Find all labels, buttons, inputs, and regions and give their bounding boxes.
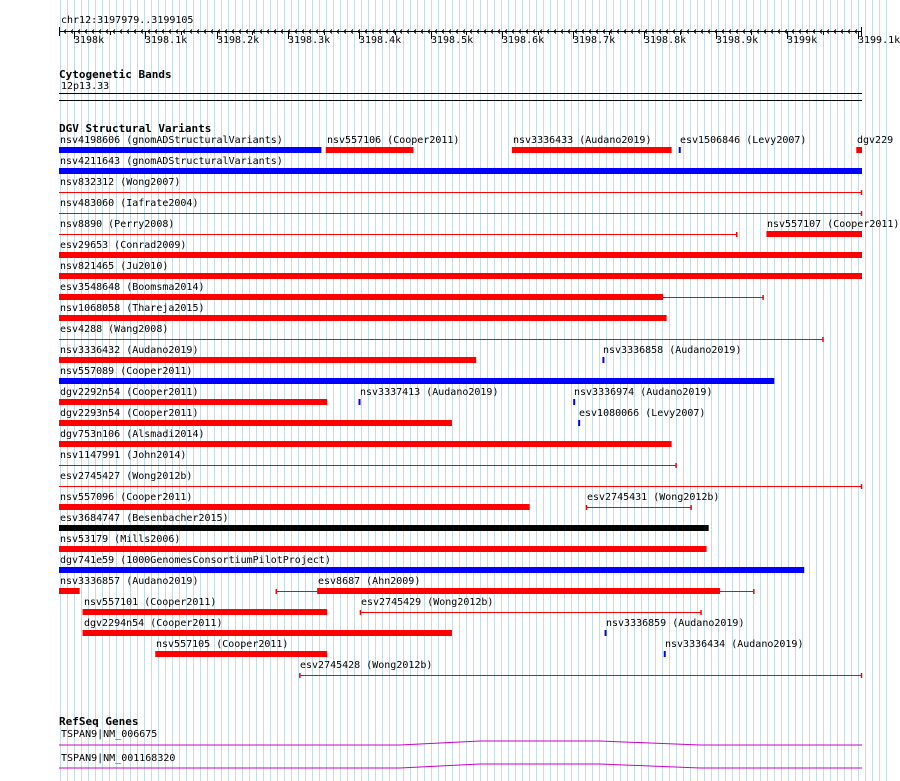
refseq-gene-label[interactable]: TSPAN9|NM_001168320 <box>61 753 176 764</box>
dgv-feature-bar <box>59 315 667 321</box>
ruler-tick-label: 3198.2k <box>217 35 260 46</box>
refseq-track-title[interactable]: RefSeq Genes <box>59 715 139 728</box>
dgv-feature-tick <box>578 420 580 426</box>
dgv-feature-tick <box>605 630 607 636</box>
dgv-feature-bar <box>317 588 720 594</box>
ruler-tick-label: 3199.1k <box>858 35 900 46</box>
refseq-gene-line <box>59 741 862 745</box>
dgv-feature-label[interactable]: nsv8890 (Perry2008) <box>60 219 175 230</box>
ruler-tick-label: 3198.9k <box>716 35 759 46</box>
dgv-feature-tick <box>359 399 361 405</box>
dgv-feature-bar <box>59 420 452 426</box>
dgv-feature-bar <box>59 147 321 153</box>
dgv-feature-label[interactable]: dgv753n106 (Alsmadi2014) <box>60 429 205 440</box>
dgv-feature-label[interactable]: nsv557106 (Cooper2011) <box>327 135 460 146</box>
dgv-feature-label[interactable]: esv2745427 (Wong2012b) <box>60 471 193 482</box>
dgv-feature-label[interactable]: nsv3337413 (Audano2019) <box>360 387 499 398</box>
ruler-tick-label: 3198k <box>74 35 105 46</box>
dgv-feature-label[interactable]: nsv557105 (Cooper2011) <box>156 639 289 650</box>
dgv-feature-label[interactable]: nsv1147991 (John2014) <box>60 450 187 461</box>
dgv-feature-bar <box>59 273 862 279</box>
cytoband-track-title[interactable]: Cytogenetic Bands <box>59 68 172 81</box>
dgv-feature-bar <box>83 630 452 636</box>
ruler-tick-label: 3198.5k <box>431 35 474 46</box>
dgv-feature-label[interactable]: dgv2293n54 (Cooper2011) <box>60 408 199 419</box>
ruler-tick-label: 3199k <box>787 35 818 46</box>
dgv-feature-label[interactable]: dgv229 <box>857 135 894 146</box>
dgv-feature-label[interactable]: dgv2294n54 (Cooper2011) <box>84 618 223 629</box>
dgv-feature-bar <box>59 378 774 384</box>
dgv-feature-label[interactable]: nsv4211643 (gnomADStructuralVariants) <box>60 156 283 167</box>
ruler-tick-label: 3198.1k <box>145 35 188 46</box>
dgv-feature-label[interactable]: nsv53179 (Mills2006) <box>60 534 181 545</box>
dgv-feature-label[interactable]: esv1506846 (Levy2007) <box>680 135 807 146</box>
dgv-feature-label[interactable]: esv2745431 (Wong2012b) <box>587 492 720 503</box>
dgv-feature-label[interactable]: nsv557096 (Cooper2011) <box>60 492 193 503</box>
ruler-tick-label: 3198.4k <box>359 35 402 46</box>
dgv-feature-label[interactable]: esv2745429 (Wong2012b) <box>361 597 494 608</box>
dgv-feature-label[interactable]: esv3548648 (Boomsma2014) <box>60 282 205 293</box>
dgv-feature-label[interactable]: nsv3336859 (Audano2019) <box>606 618 745 629</box>
dgv-feature-bar <box>59 525 709 531</box>
dgv-feature-bar <box>59 504 530 510</box>
dgv-feature-bar <box>59 168 862 174</box>
dgv-feature-label[interactable]: nsv3336432 (Audano2019) <box>60 345 199 356</box>
dgv-feature-label[interactable]: nsv4198606 (gnomADStructuralVariants) <box>60 135 283 146</box>
dgv-feature-bar <box>856 147 862 153</box>
dgv-feature-label[interactable]: nsv821465 (Ju2010) <box>60 261 169 272</box>
dgv-feature-label[interactable]: nsv3336858 (Audano2019) <box>603 345 742 356</box>
dgv-feature-label[interactable]: dgv2292n54 (Cooper2011) <box>60 387 199 398</box>
refseq-gene-label[interactable]: TSPAN9|NM_006675 <box>61 729 158 740</box>
dgv-feature-label[interactable]: nsv3336974 (Audano2019) <box>574 387 713 398</box>
dgv-feature-tick <box>573 399 575 405</box>
ruler-tick-label: 3198.6k <box>502 35 545 46</box>
dgv-feature-bar <box>59 294 663 300</box>
dgv-feature-bar <box>83 609 328 615</box>
dgv-feature-label[interactable]: nsv557107 (Cooper2011) <box>767 219 900 230</box>
dgv-feature-label[interactable]: nsv3336857 (Audano2019) <box>60 576 199 587</box>
dgv-feature-bar <box>59 399 327 405</box>
dgv-feature-label[interactable]: nsv483060 (Iafrate2004) <box>60 198 199 209</box>
dgv-feature-tick <box>602 357 604 363</box>
dgv-track-title[interactable]: DGV Structural Variants <box>59 122 212 135</box>
dgv-feature-label[interactable]: nsv557089 (Cooper2011) <box>60 366 193 377</box>
dgv-feature-bar <box>59 357 476 363</box>
dgv-feature-label[interactable]: esv29653 (Conrad2009) <box>60 240 187 251</box>
dgv-feature-label[interactable]: nsv3336433 (Audano2019) <box>513 135 652 146</box>
dgv-feature-bar <box>59 252 862 258</box>
dgv-feature-bar <box>766 231 862 237</box>
dgv-feature-bar <box>59 546 707 552</box>
dgv-feature-bar <box>155 651 327 657</box>
dgv-feature-bar <box>326 147 414 153</box>
dgv-feature-label[interactable]: nsv3336434 (Audano2019) <box>665 639 804 650</box>
dgv-feature-label[interactable]: nsv832312 (Wong2007) <box>60 177 181 188</box>
dgv-feature-label[interactable]: esv4288 (Wang2008) <box>60 324 169 335</box>
ruler-position: chr12:3197979..3199105 <box>61 15 194 26</box>
dgv-feature-label[interactable]: dgv741e59 (1000GenomesConsortiumPilotProject) <box>60 555 331 566</box>
ruler-tick-label: 3198.8k <box>644 35 687 46</box>
ruler-tick-label: 3198.7k <box>573 35 616 46</box>
dgv-feature-bar <box>59 441 672 447</box>
dgv-feature-label[interactable]: nsv1068058 (Thareja2015) <box>60 303 205 314</box>
dgv-feature-label[interactable]: nsv557101 (Cooper2011) <box>84 597 217 608</box>
refseq-gene-line <box>59 764 862 768</box>
dgv-feature-bar <box>59 567 804 573</box>
dgv-feature-label[interactable]: esv2745428 (Wong2012b) <box>300 660 433 671</box>
dgv-feature-bar <box>59 588 80 594</box>
dgv-feature-label[interactable]: esv8687 (Ahn2009) <box>318 576 421 587</box>
dgv-feature-label[interactable]: esv1080066 (Levy2007) <box>579 408 706 419</box>
dgv-feature-tick <box>679 147 681 153</box>
dgv-feature-label[interactable]: esv3684747 (Besenbacher2015) <box>60 513 229 524</box>
ruler-tick-label: 3198.3k <box>288 35 331 46</box>
dgv-feature-tick <box>664 651 666 657</box>
dgv-feature-bar <box>512 147 672 153</box>
cytoband-label: 12p13.33 <box>61 81 110 92</box>
